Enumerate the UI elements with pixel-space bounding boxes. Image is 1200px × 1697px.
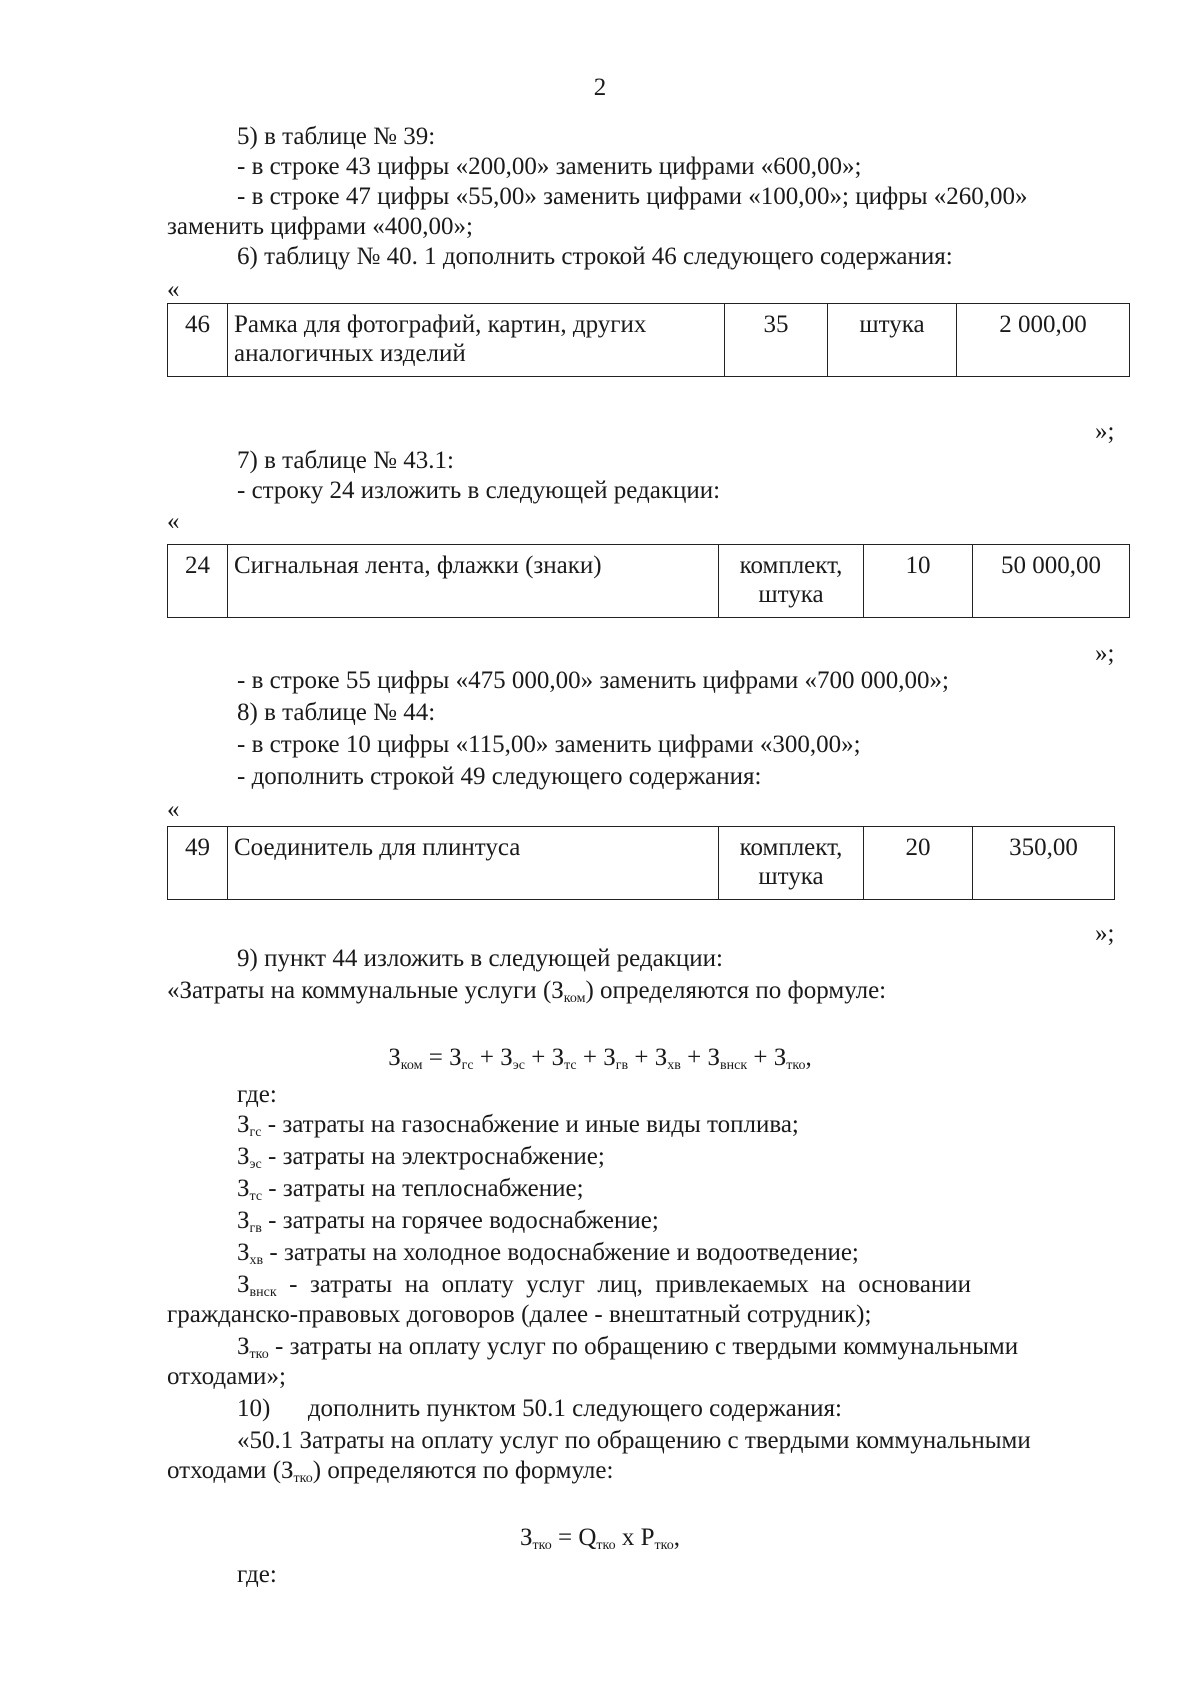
def-ts: $З_{тс}$ - затраты на теплоснабжение; <box>237 1175 584 1204</box>
def-gs: $З_{гс}$ - затраты на газоснабжение и иные виды топлива; <box>237 1111 799 1140</box>
line-row-24: - строку 24 изложить в следующей редакции: <box>237 477 721 504</box>
cell-unit: комплект, штука <box>719 545 864 618</box>
item-10: 10) дополнить пунктом 50.1 следующего содержания: <box>237 1395 842 1422</box>
cell-name: Сигнальная лента, флажки (знаки) <box>228 545 719 618</box>
cell-num: 46 <box>168 304 228 377</box>
line-row-43: - в строке 43 цифры «200,00» заменить цифрами «600,00»; <box>237 153 862 180</box>
def-es: $З_{эс}$ - затраты на электроснабжение; <box>237 1143 605 1172</box>
line-row-55: - в строке 55 цифры «475 000,00» заменить цифрами «700 000,00»; <box>237 667 949 694</box>
item-5: 5) в таблице № 39: <box>237 123 436 150</box>
line-add-49: - дополнить строкой 49 следующего содержания: <box>237 763 762 790</box>
line-row-10: - в строке 10 цифры «115,00» заменить цифрами «300,00»; <box>237 731 861 758</box>
def-vnsk-cont: гражданско-правовых договоров (далее - внештатный сотрудник); <box>167 1301 872 1328</box>
cell-price: 50 000,00 <box>973 545 1130 618</box>
cell-name: Соединитель для плинтуса <box>228 827 719 900</box>
page-number: 2 <box>593 74 607 101</box>
quote-open: « <box>167 508 180 535</box>
table-43-row <box>167 544 1130 618</box>
item-6: 6) таблицу № 40. 1 дополнить строкой 46 следующего содержания: <box>237 243 953 270</box>
cell-num: 24 <box>168 545 228 618</box>
quote-open: « <box>167 276 180 303</box>
def-tko: $З_{тко}$ - затраты на оплату услуг по обращению с твердыми коммунальными <box>237 1333 1019 1362</box>
cell-qty: 20 <box>864 827 973 900</box>
cell-qty: 10 <box>864 545 973 618</box>
cell-unit: штука <box>828 304 957 377</box>
point-50-1: «50.1 Затраты на оплату услуг по обращению с твердыми коммунальными <box>237 1427 1031 1454</box>
def-gv: $З_{гв}$ - затраты на горячее водоснабжение; <box>237 1207 659 1236</box>
def-vnsk: $З_{внск}$ - затраты на оплату услуг лиц, привлекаемых на основании <box>237 1271 972 1300</box>
cell-num: 49 <box>168 827 228 900</box>
cell-price: 2 000,00 <box>957 304 1130 377</box>
cell-qty: 35 <box>725 304 828 377</box>
formula-tko: $З_{тко} = Q_{тко}$ x $P_{тко}$, <box>519 1524 680 1553</box>
line-replace-400: заменить цифрами «400,00»; <box>167 213 473 240</box>
formula-communal: $З_{ком} = З_{гс} + З_{эс} + З_{тс} + З_{гв} + З_{хв} + З_{внск} + З_{тко}$, <box>388 1044 812 1073</box>
cell-name: Рамка для фотографий, картин, других аналогичных изделий <box>228 304 725 377</box>
quote-close: »; <box>1095 640 1115 667</box>
item-7: 7) в таблице № 43.1: <box>237 447 454 474</box>
cell-unit: комплект, штука <box>719 827 864 900</box>
table-40-row <box>167 303 1130 377</box>
item-8: 8) в таблице № 44: <box>237 699 436 726</box>
def-tko-cont: отходами»; <box>167 1363 286 1390</box>
quote-close: »; <box>1095 920 1115 947</box>
item-9: 9) пункт 44 изложить в следующей редакции: <box>237 945 723 972</box>
quote-open: « <box>167 796 180 823</box>
table-44-row <box>167 826 1115 900</box>
quote-close: »; <box>1095 418 1115 445</box>
communal-intro: «Затраты на коммунальные услуги $(З_{ком})$ определяются по формуле: <box>167 977 887 1006</box>
cell-price: 350,00 <box>973 827 1115 900</box>
def-hv: $З_{хв}$ - затраты на холодное водоснабжение и водоотведение; <box>237 1239 859 1268</box>
where-label-2: где: <box>237 1561 277 1588</box>
where-label: где: <box>237 1081 277 1108</box>
point-50-1-cont: отходами $(З_{тко})$ определяются по формуле: <box>167 1457 614 1486</box>
line-row-47: - в строке 47 цифры «55,00» заменить цифрами «100,00»; цифры «260,00» <box>237 183 1028 210</box>
